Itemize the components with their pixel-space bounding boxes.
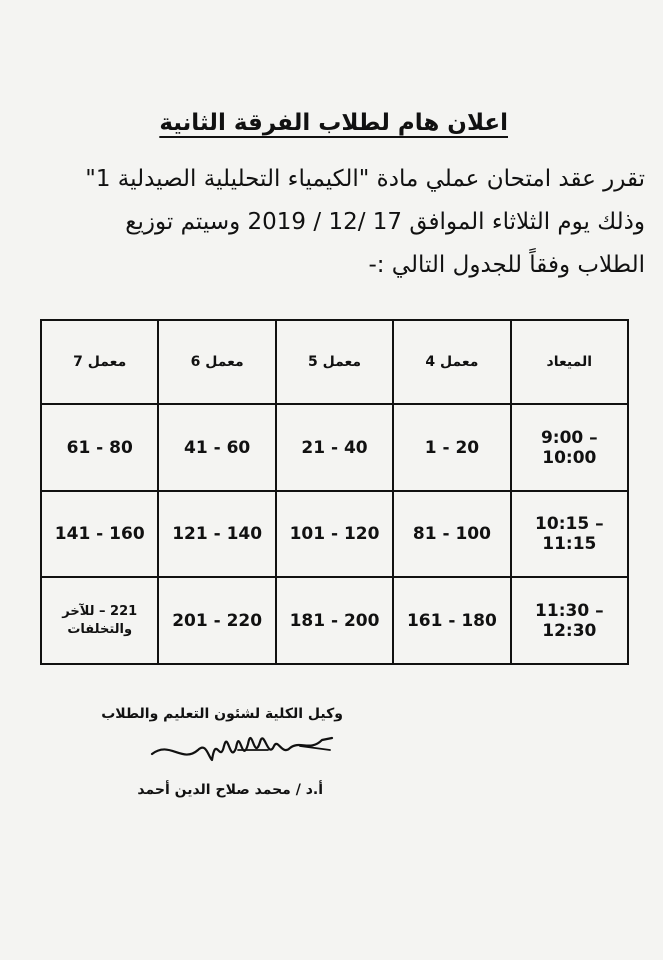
header-lab-5: معمل 5 [276, 320, 393, 404]
time-cell: 10:15 – 11:15 [511, 491, 628, 578]
announcement-body [45, 158, 645, 287]
range-cell: 21 - 40 [276, 404, 393, 491]
schedule-table [40, 319, 629, 665]
table-row [41, 577, 628, 664]
body-line-3: الطلاب وفقاً للجدول التالي :- [368, 252, 645, 278]
range-cell: 201 - 220 [158, 577, 275, 664]
header-lab-6: معمل 6 [158, 320, 275, 404]
range-cell: 141 - 160 [41, 491, 158, 578]
handwritten-signature [150, 720, 340, 775]
signatory-title: وكيل الكلية لشئون التعليم والطلاب [101, 706, 343, 722]
range-cell: 101 - 120 [276, 491, 393, 578]
body-line-2: وذلك يوم الثلاثاء الموافق 17 /12 / 2019 وسيتم توزيع [125, 209, 645, 235]
range-cell: 61 - 80 [41, 404, 158, 491]
announcement-title: اعلان هام لطلاب الفرقة الثانية [159, 110, 508, 136]
range-cell: 81 - 100 [393, 491, 510, 578]
range-cell: 1 - 20 [393, 404, 510, 491]
range-cell-remaining: 221 – للآخر والتخلفات [41, 577, 158, 664]
signatory-name: أ.د / محمد صلاح الدين أحمد [137, 782, 323, 798]
table-row [41, 404, 628, 491]
range-cell: 181 - 200 [276, 577, 393, 664]
table-row [41, 491, 628, 578]
range-cell: 161 - 180 [393, 577, 510, 664]
table-header-row [41, 320, 628, 404]
body-line-1: تقرر عقد امتحان عملي مادة "الكيمياء التحليلية الصيدلية 1" [85, 166, 645, 192]
header-lab-7: معمل 7 [41, 320, 158, 404]
header-time: الميعاد [511, 320, 628, 404]
range-cell: 121 - 140 [158, 491, 275, 578]
range-cell: 41 - 60 [158, 404, 275, 491]
time-cell: 11:30 – 12:30 [511, 577, 628, 664]
header-lab-4: معمل 4 [393, 320, 510, 404]
time-cell: 9:00 – 10:00 [511, 404, 628, 491]
